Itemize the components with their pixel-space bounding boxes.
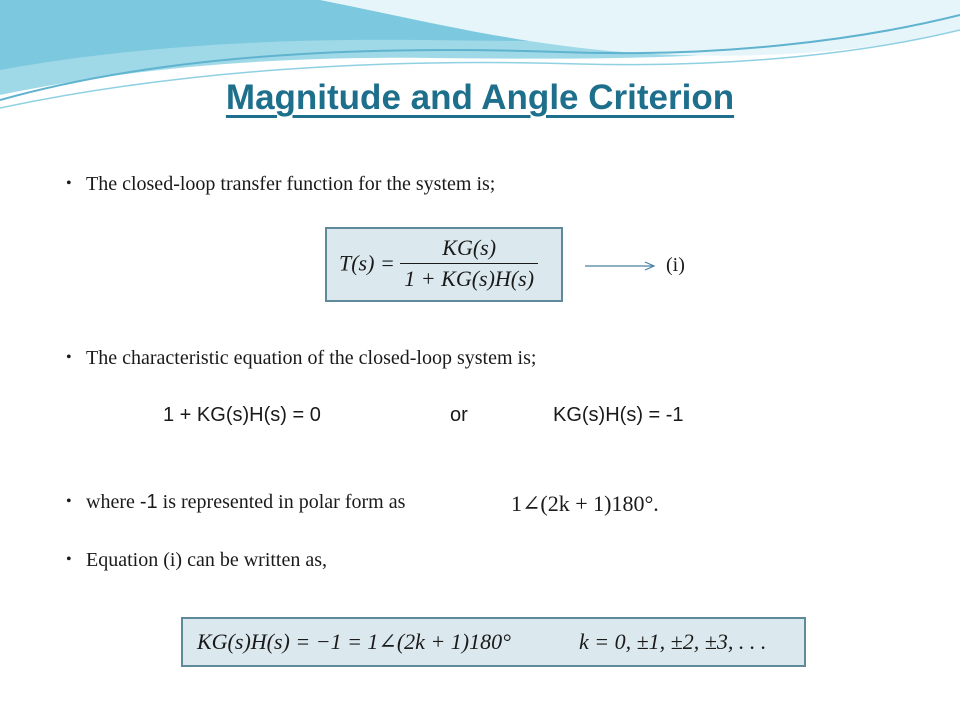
characteristic-equation-left bbox=[163, 404, 321, 427]
equation-fraction bbox=[400, 235, 538, 292]
bullet-text-neg-one: -1 bbox=[139, 490, 158, 513]
bullet-text: The characteristic equation of the closed-loop system is; bbox=[86, 346, 537, 369]
equation-denominator: 1 + KG(s)H(s) bbox=[404, 266, 535, 291]
char-eq-right-text: KG(s)H(s) = -1 bbox=[553, 404, 684, 426]
arrow-right-icon bbox=[585, 258, 657, 274]
equation-label: (i) bbox=[666, 254, 685, 276]
bullet-dot: • bbox=[66, 175, 72, 193]
angle-criterion-box bbox=[181, 617, 806, 667]
transfer-function-equation bbox=[339, 235, 538, 292]
bullet-dot: • bbox=[66, 551, 72, 569]
angle-criterion-equation: KG(s)H(s) = −1 = 1∠(2k + 1)180° bbox=[197, 629, 511, 654]
equation-numerator: KG(s) bbox=[400, 235, 538, 264]
char-eq-left-text: 1 + KG(s)H(s) = 0 bbox=[163, 404, 321, 426]
transfer-function-box bbox=[325, 227, 563, 302]
bullet-transfer-function bbox=[66, 172, 495, 196]
bullet-equation-rewritten bbox=[66, 548, 327, 572]
characteristic-equation-right bbox=[553, 404, 684, 427]
bullet-text: The closed-loop transfer function for the system is; bbox=[86, 172, 496, 195]
k-values: k = 0, ±1, ±2, ±3, . . . bbox=[579, 629, 767, 654]
slide-title: Magnitude and Angle Criterion bbox=[225, 78, 735, 117]
polar-form-expression: 1∠(2k + 1)180°. bbox=[511, 491, 659, 516]
bullet-text-before: where bbox=[86, 490, 140, 513]
bullet-text: Equation (i) can be written as, bbox=[86, 548, 328, 571]
bullet-dot: • bbox=[66, 349, 72, 367]
equation-lhs: T(s) = bbox=[339, 250, 395, 276]
bullet-dot: • bbox=[66, 493, 72, 511]
bullet-text-after: is represented in polar form as bbox=[157, 490, 406, 513]
bullet-polar-form bbox=[66, 490, 405, 514]
bullet-characteristic-equation bbox=[66, 346, 536, 370]
characteristic-equation-or: or bbox=[450, 404, 468, 426]
